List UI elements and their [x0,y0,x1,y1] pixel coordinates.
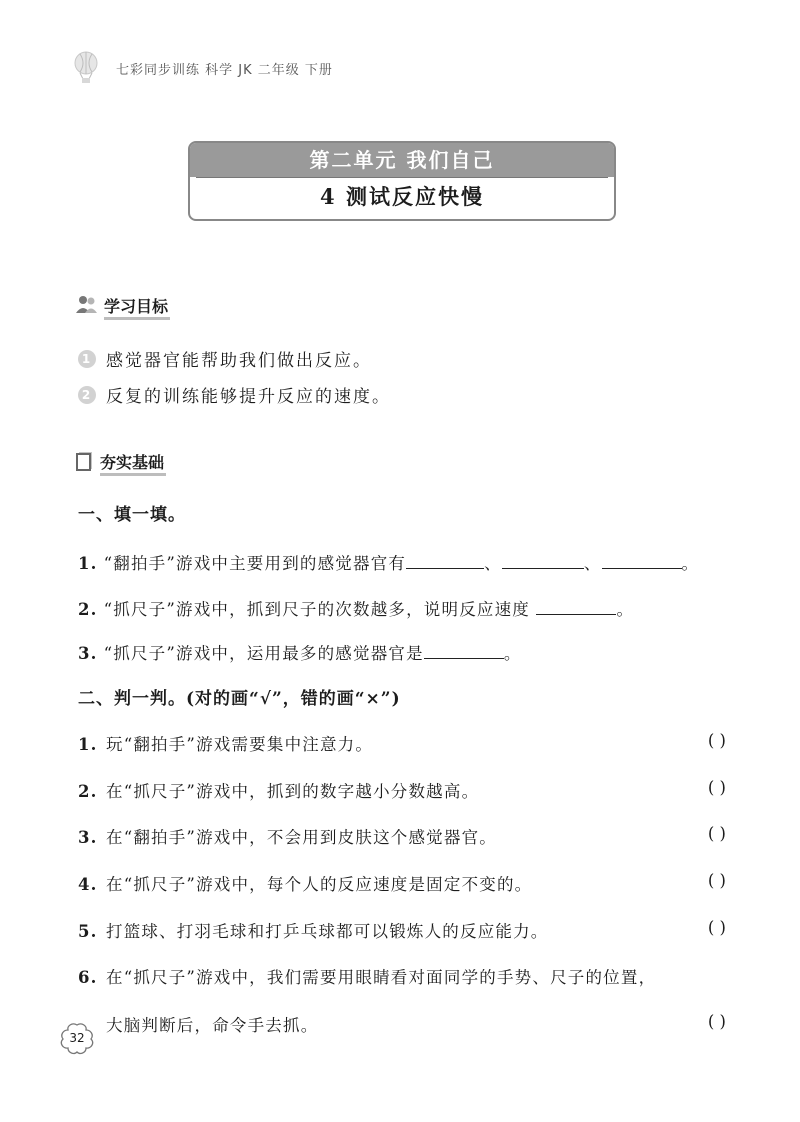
question-text: 在“抓尺子”游戏中，我们需要用眼睛看对面同学的手势、尺子的位置， [106,968,657,987]
question-number: 1. [78,554,98,573]
judge-question [78,824,726,848]
solid-foundation-heading: 夯实基础 [100,450,164,473]
judge-question-continued [106,1012,726,1036]
goal-text: 感觉器官能帮助我们做出反应。 [106,351,372,371]
question-text: 打篮球、打羽毛球和打乒乓球都可以锻炼人的反应能力。 [106,922,549,941]
page-header [72,50,333,86]
section-solid-foundation [76,446,164,476]
answer-blank[interactable] [406,554,484,569]
question-text: 在“抓尺子”游戏中，每个人的反应速度是固定不变的。 [106,875,533,894]
notebook-icon [76,451,94,471]
question-number: 3. [78,828,98,847]
separator: 、 [484,554,502,573]
end-punct: 。 [616,600,635,619]
question-number: 6. [78,968,98,987]
judge-question [78,778,726,802]
question-text: 大脑判断后，命令手去抓。 [106,1016,319,1035]
question-text: 在“抓尺子”游戏中，抓到的数字越小分数越高。 [106,782,480,801]
question-number: 2. [78,782,98,801]
unit-title: 第二单元 我们自己 [190,143,614,177]
answer-brackets[interactable]: ( ) [707,1012,726,1031]
goal-number: 1 [78,350,96,368]
judge-question [78,918,726,942]
fill-question [78,596,634,620]
students-icon [76,295,98,315]
question-text: “抓尺子”游戏中，运用最多的感觉器官是 [103,644,424,663]
goal-text: 反复的训练能够提升反应的速度。 [106,387,391,407]
fill-question [78,550,699,574]
section-learning-goals [76,290,168,320]
part2-title: 二、判一判。(对的画“√”，错的画“×”) [78,689,401,709]
goal-number: 2 [78,386,96,404]
answer-blank[interactable] [502,554,584,569]
answer-brackets[interactable]: ( ) [707,824,726,843]
end-punct: 。 [503,644,522,663]
unit-title-box [188,141,616,221]
question-number: 5. [78,922,98,941]
answer-blank[interactable] [602,554,682,569]
balloon-logo-icon [72,51,100,85]
goal-item [78,346,372,371]
learning-goals-heading: 学习目标 [104,294,168,317]
page-number-badge [58,1022,96,1056]
goal-item [78,382,391,407]
question-text: 玩“翻拍手”游戏需要集中注意力。 [106,735,374,754]
judge-question [78,731,726,755]
page-number: 32 [69,1031,85,1045]
answer-brackets[interactable]: ( ) [707,731,726,750]
judge-question [78,871,726,895]
question-number: 2. [78,600,98,619]
answer-blank[interactable] [536,600,616,615]
question-text: “翻拍手”游戏中主要用到的感觉器官有 [103,554,407,573]
question-number: 4. [78,875,98,894]
fill-question [78,640,522,664]
header-title: 七彩同步训练 科学 JK 二年级 下册 [116,62,333,78]
question-number: 3. [78,644,98,663]
answer-brackets[interactable]: ( ) [707,871,726,890]
answer-brackets[interactable]: ( ) [707,918,726,937]
separator: 、 [583,554,602,573]
lesson-title: 4 测试反应快慢 [196,177,608,214]
question-text: 在“翻拍手”游戏中，不会用到皮肤这个感觉器官。 [106,828,497,847]
answer-blank[interactable] [424,644,504,659]
answer-brackets[interactable]: ( ) [707,778,726,797]
end-punct: 。 [681,554,700,573]
question-text: “抓尺子”游戏中，抓到尺子的次数越多，说明反应速度 [103,600,531,619]
question-number: 1. [78,735,98,754]
judge-question [78,964,726,988]
part1-title: 一、填一填。 [78,505,186,525]
